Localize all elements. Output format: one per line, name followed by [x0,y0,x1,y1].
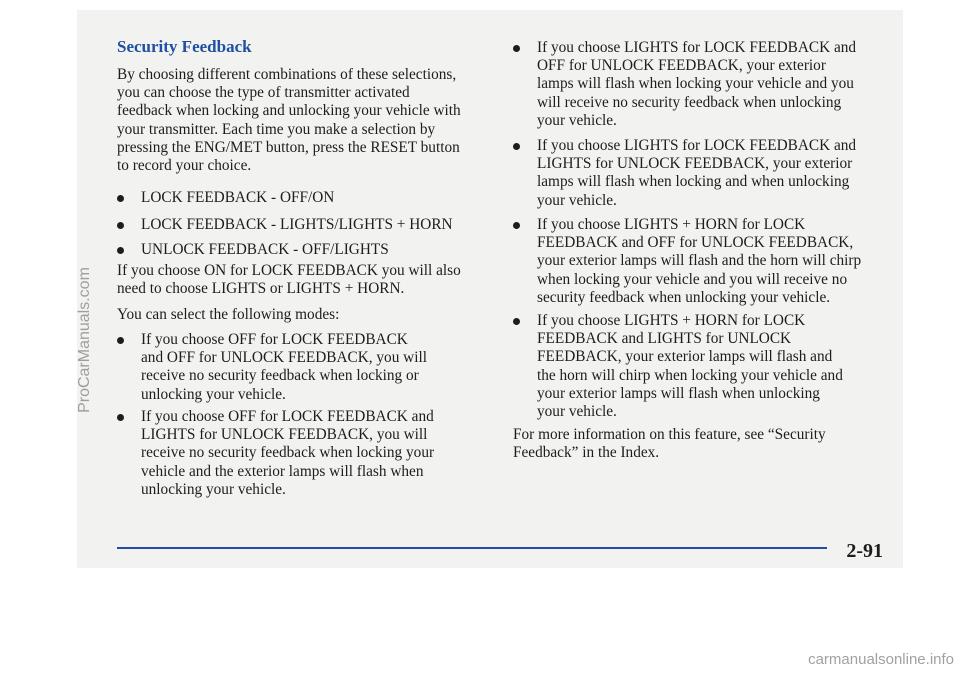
footer-watermark: carmanualsonline.info [808,651,954,668]
mode-line: If you choose OFF for LOCK FEEDBACK and [141,408,434,425]
side-watermark: ProCarManuals.com [76,267,93,413]
mode-line: If you choose LIGHTS for LOCK FEEDBACK and [537,39,857,56]
intro-line: your transmitter. Each time you make a selection by [117,120,436,138]
intro-line: pressing the ENG/MET button, press the RESET button [117,138,460,156]
option-text: LOCK FEEDBACK - LIGHTS/LIGHTS + HORN [141,216,453,233]
mode-line: FEEDBACK and OFF for UNLOCK FEEDBACK, [537,234,854,252]
mode-line: when locking your vehicle and you will receive no [537,270,848,288]
mode-line: your exterior lamps will flash when unlocking [537,384,820,402]
mode-line: and OFF for UNLOCK FEEDBACK, you will [141,349,427,367]
option-text: UNLOCK FEEDBACK - OFF/LIGHTS [141,241,389,258]
more-info-line: Feedback” in the Index. [513,444,660,462]
bullet-icon [513,222,520,229]
option-text: LOCK FEEDBACK - OFF/ON [141,189,335,206]
note-line: If you choose ON for LOCK FEEDBACK you will also [117,262,461,279]
bullet-icon [513,143,520,150]
note-paragraph [117,262,461,298]
mode-text [537,216,861,307]
bullet-icon [117,337,124,344]
page-number: 2-91 [846,540,883,562]
mode-line: OFF for UNLOCK FEEDBACK, your exterior [537,57,826,75]
mode-line: lamps will flash when locking and when unlocking [537,173,850,191]
mode-line: your vehicle. [537,403,617,421]
mode-line: receive no security feedback when locking or [141,367,419,385]
manual-page [77,10,903,568]
mode-line: unlocking your vehicle. [141,385,286,403]
mode-line: If you choose LIGHTS + HORN for LOCK [537,216,806,233]
modes-intro: You can select the following modes: [117,306,340,323]
mode-text [141,408,434,499]
mode-text [537,312,843,421]
mode-line: your exterior lamps will flash and the horn will chirp [537,252,862,270]
bullet-icon [513,318,520,325]
bullet-icon [117,414,124,421]
footer-rule [117,547,827,549]
bullet-icon [117,195,124,202]
intro-line: you can choose the type of transmitter activated [117,84,410,102]
bullet-icon [513,45,520,52]
mode-text [537,39,856,130]
intro-line: feedback when locking and unlocking your vehicle with [117,102,461,120]
mode-line: your vehicle. [537,111,617,129]
intro-line: By choosing different combinations of these selections, [117,66,457,83]
mode-text [537,137,856,210]
mode-line: If you choose LIGHTS for LOCK FEEDBACK and [537,137,857,154]
mode-line: your vehicle. [537,191,617,209]
note-line: need to choose LIGHTS or LIGHTS + HORN. [117,280,405,298]
mode-line: If you choose OFF for LOCK FEEDBACK [141,331,408,348]
mode-line: LIGHTS for UNLOCK FEEDBACK, you will [141,426,428,444]
section-heading: Security Feedback [117,37,252,56]
mode-line: the horn will chirp when locking your vehicle and [537,366,843,384]
more-info-line: For more information on this feature, see “Security [513,426,826,443]
mode-line: security feedback when unlocking your vehicle. [537,288,831,306]
mode-line: If you choose LIGHTS + HORN for LOCK [537,312,806,329]
mode-text [141,331,427,404]
mode-line: LIGHTS for UNLOCK FEEDBACK, your exterior [537,155,853,173]
mode-line: vehicle and the exterior lamps will flash when [141,462,424,480]
mode-line: FEEDBACK, your exterior lamps will flash and [537,348,833,366]
mode-line: FEEDBACK and LIGHTS for UNLOCK [537,330,792,348]
bullet-icon [117,247,124,254]
mode-line: receive no security feedback when locking your [141,444,435,462]
more-info-paragraph [513,426,826,462]
bullet-icon [117,222,124,229]
mode-line: lamps will flash when locking your vehicle and you [537,75,854,93]
intro-paragraph [117,66,461,175]
mode-line: will receive no security feedback when unlocking [537,93,842,111]
intro-line: to record your choice. [117,157,252,175]
mode-line: unlocking your vehicle. [141,480,286,498]
